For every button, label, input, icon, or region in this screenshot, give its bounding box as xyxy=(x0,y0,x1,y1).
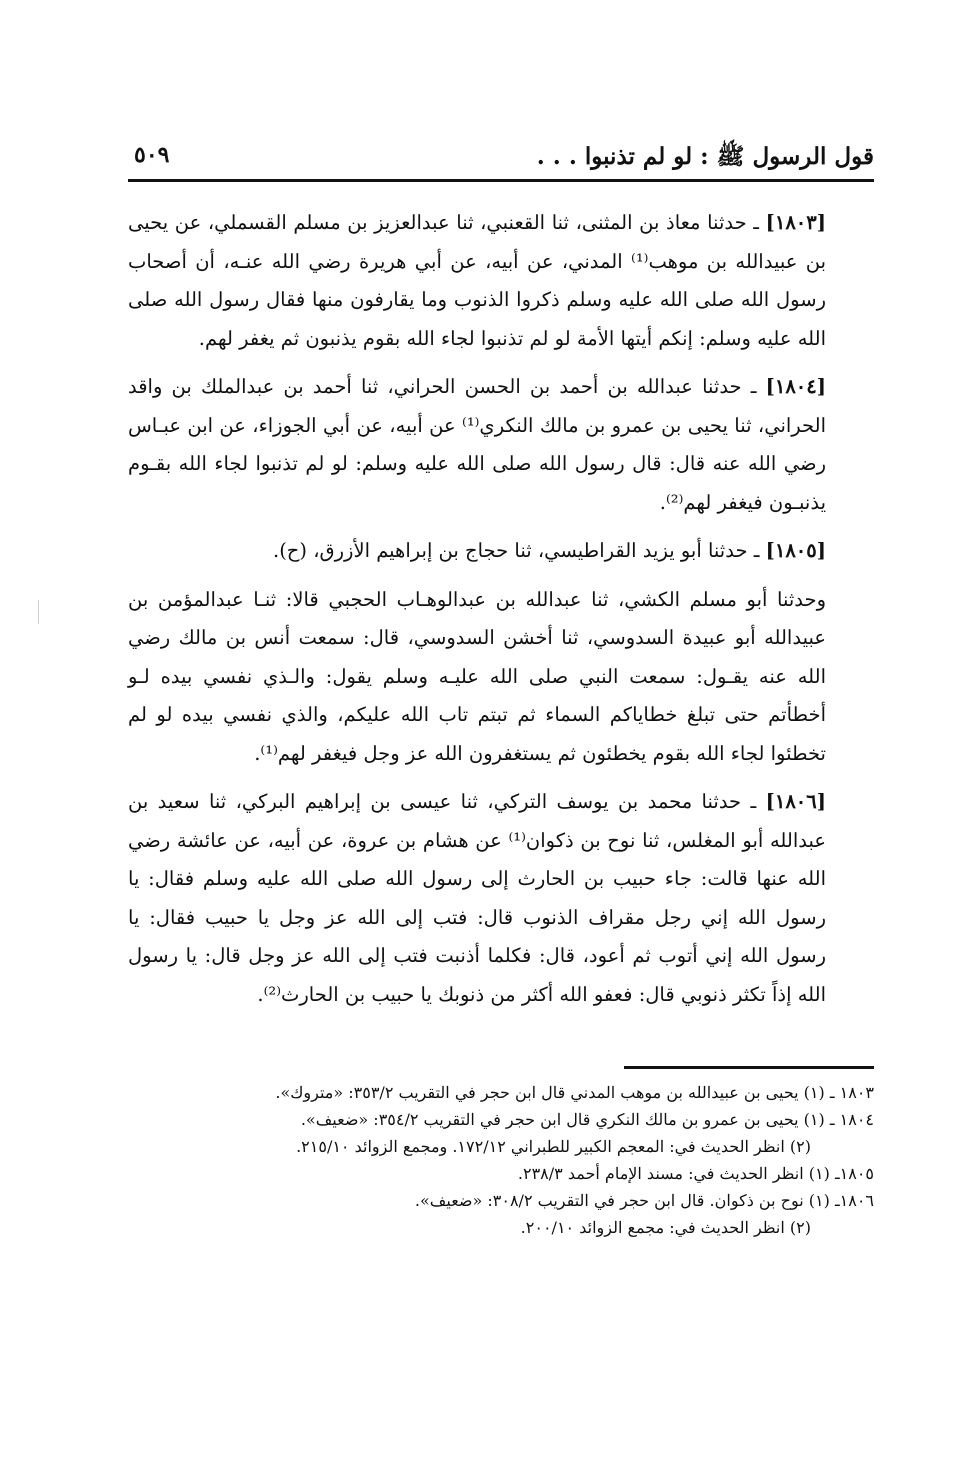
hadith-text: ـ حدثنا معاذ بن المثنى، ثنا القعنبي، ثنا عبدالعزيز بن مسلم القسملي، عن يحيى بن عبيدالله بن موهب⁽¹⁾ المدني، عن أبيه، عن أبي هريرة رضي الله عنـه، أن أصحاب رسول الله صلى الله عليه وسلم ذكروا الذنوب وما يقارفون منها فقال رسول الله صلى الله عليه وسلم: إنكم أيتها الأمة لو لم تذنبوا لجاء الله بقوم يذنبون ثم يغفر لهم. xyxy=(128,211,826,350)
page-header xyxy=(128,130,874,174)
hadith-number: [١٨٠٤] xyxy=(765,375,826,398)
hadith-text: ـ حدثنا أبو يزيد القراطيسي، ثنا حجاج بن إبراهيم الأزرق، (ح). xyxy=(273,539,766,562)
footnote: ١٨٠٣ ـ (١) يحيى بن عبيدالله بن موهب المدني قال ابن حجر في التقريب ٣٥٣/٢: «متروك». xyxy=(275,1083,874,1102)
hadith-number: [١٨٠٣] xyxy=(765,211,826,234)
running-title: قول الرسول ﷺ : لو لم تذنبوا . . . xyxy=(536,143,874,170)
hadith-text: ـ حدثنا محمد بن يوسف التركي، ثنا عيسى بن إبراهيم البركي، ثنا سعيد بن عبدالله أبو المغلس، ثنا نوح بن ذكوان⁽¹⁾ عن هشام بن عروة، عن أبيه، عن عائشة رضي الله عنها قالت: جاء حبيب بن الحارث إلى رسول الله صلى الله عليه وسلم فقال: يا رسول الله إني رجل مقراف الذنوب قال: فتب إلى الله عز وجل يا حبيب فقال: يا رسول الله إني أتوب ثم أعود، قال: فكلما أذنبت فتب إلى الله عز وجل قال: يا رسول الله إذاً تكثر ذنوبي قال: فعفو الله أكثر من ذنوبك يا حبيب بن الحارث⁽²⁾. xyxy=(128,790,826,1006)
hadith-text: وحدثنا أبو مسلم الكشي، ثنا عبدالله بن عبدالوهـاب الحجبي قالا: ثنـا عبدالمؤمن بن عبيدالله أبو عبيدة السدوسي، ثنا أخشن السدوسي، قال: سمعت أنس بن مالك رضي الله عنه يقـول: سمعت النبي صلى الله عليـه وسلم يقول: والـذي نفسي بيده لـو أخطأتم حتى تبلغ خطاياكم السماء ثم تبتم تاب الله عليكم، والذي نفسي بيده لو لم تخطئوا لجاء الله بقوم يخطئون ثم يستغفرون الله عز وجل فيغفر لهم⁽¹⁾. xyxy=(128,587,826,765)
hadith-number: [١٨٠٥] xyxy=(765,539,826,562)
footnote: ١٨٠٥ـ (١) انظر الحديث في: مسند الإمام أحمد ٢٣٨/٣. xyxy=(517,1164,874,1183)
main-text xyxy=(128,204,874,1014)
header-rule xyxy=(128,179,874,182)
hadith-1805-continued xyxy=(128,581,874,774)
footnotes xyxy=(128,1079,874,1241)
page-number: ٥٠٩ xyxy=(134,142,170,168)
footnote: (٢) انظر الحديث في: مجمع الزوائد ٢٠٠/١٠. xyxy=(520,1218,811,1237)
page xyxy=(128,130,874,1241)
footnote: (٢) انظر الحديث في: المعجم الكبير للطبراني ١٧٢/١٢. ومجمع الزوائد ٢١٥/١٠. xyxy=(296,1137,811,1156)
footnote-rule xyxy=(624,1066,874,1069)
scan-margin-mark xyxy=(38,600,39,624)
hadith-1804 xyxy=(128,368,874,522)
hadith-1806 xyxy=(128,783,874,1014)
footnote: ١٨٠٦ـ (١) نوح بن ذكوان. قال ابن حجر في التقريب ٣٠٨/٢: «ضعيف». xyxy=(414,1191,874,1210)
hadith-1803 xyxy=(128,204,874,358)
hadith-1805 xyxy=(128,532,874,571)
hadith-text: ـ حدثنا عبدالله بن أحمد بن الحسن الحراني، ثنا أحمد بن عبدالملك بن واقد الحراني، ثنا يحيى بن عمرو بن مالك النكري⁽¹⁾ عن أبيه، عن أبي الجوزاء، عن ابن عبـاس رضي الله عنه قال: قال رسول الله صلى الله عليه وسلم: لو لم تذنبوا لجاء الله بقـوم يذنبـون فيغفر لهم⁽²⁾. xyxy=(128,375,826,514)
footnote: ١٨٠٤ ـ (١) يحيى بن عمرو بن مالك النكري قال ابن حجر في التقريب ٣٥٤/٢: «ضعيف». xyxy=(300,1110,874,1129)
hadith-number: [١٨٠٦] xyxy=(765,790,826,813)
